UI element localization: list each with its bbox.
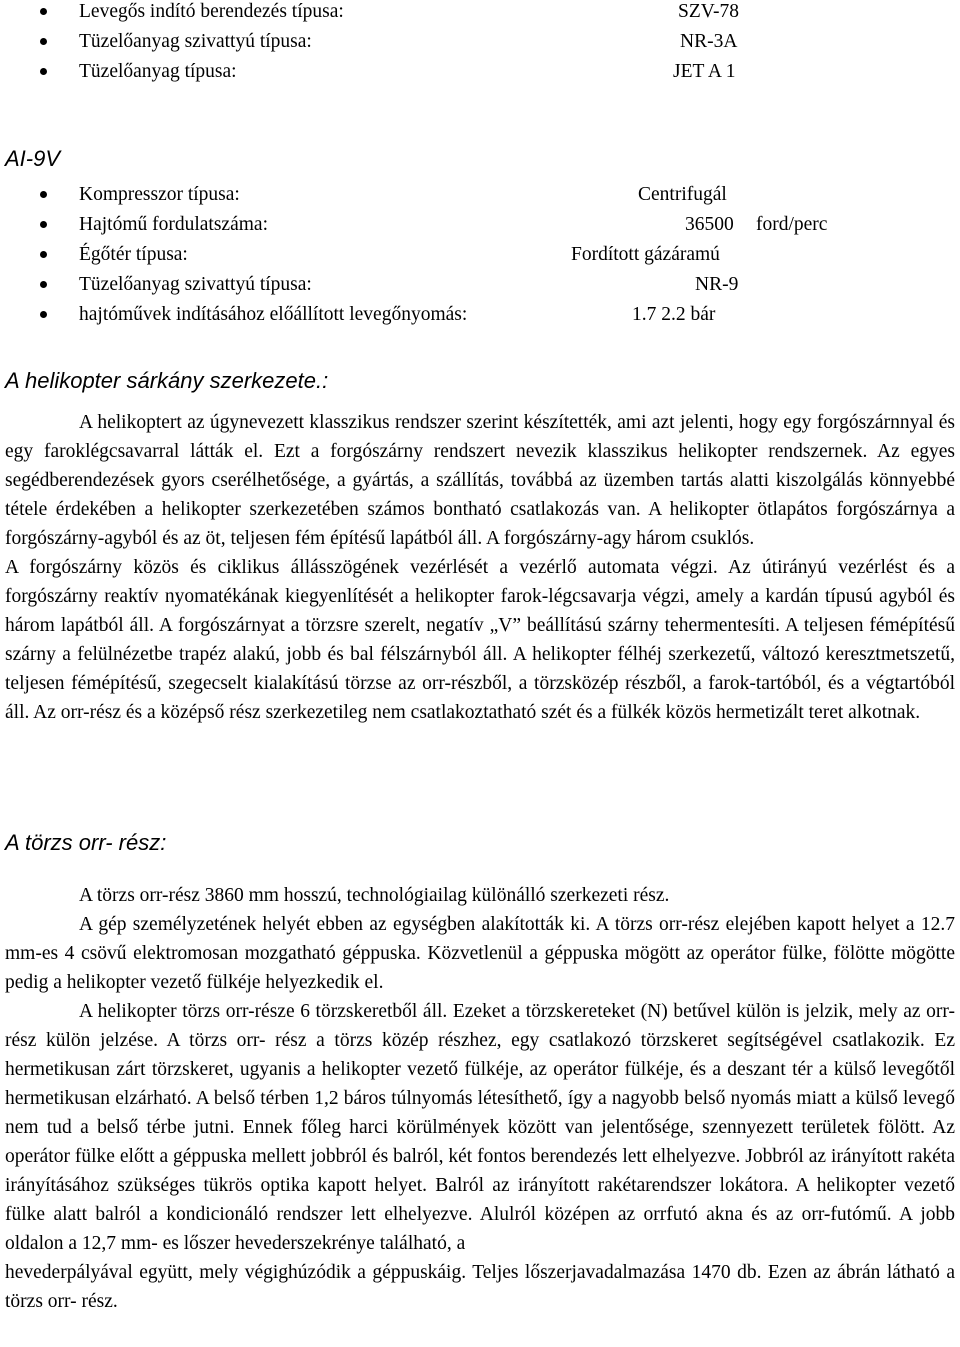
bullet-icon [40, 251, 47, 258]
spec-value: 1.7 2.2 bár [632, 304, 716, 325]
bullet-icon [40, 281, 47, 288]
list-item [0, 0, 960, 27]
bullet-icon [40, 38, 47, 45]
spec-label: Tüzelőanyag szivattyú típusa: [79, 31, 312, 52]
spec-label: hajtóművek indításához előállított levegőnyomás: [79, 304, 468, 325]
paragraph: A forgószárny közös és ciklikus állásszögének vezérlését a vezérlő automata végzi. Az útirányú vezérlést és a forgószárny reaktív nyomatékának kiegyenlítését a helikopter farok-légcsavarja végzi, amely a kardán típusú agyból és három lapátból áll. A forgószárnyat a törzsre szerelt, negatív „V” beállítású szárny tehermentesíti. A teljesen fémépítésű szárny a felülnézetbe trapéz alakú, jobb és bal félszárnyból áll. A helikopter félhéj szerkezetű, változó keresztmetszetű, teljesen fémépítésű, szegecselt kialakítású törzse az orr-részből, a törzsközép részből, a farok-tartóból, és a végtartóból áll. Az orr-rész és a középső rész szerkezetileg nem csatlakoztatható szét és a fülkék közös hermetizált teret alkotnak. [5, 557, 955, 723]
spec-label: Tüzelőanyag típusa: [79, 61, 237, 82]
spec-value: Centrifugál [638, 184, 727, 205]
spec-label: Hajtómű fordulatszáma: [79, 214, 268, 235]
list-item [0, 240, 960, 270]
ai9v-spec-list [0, 180, 960, 330]
list-item [0, 57, 960, 87]
spec-label: Tüzelőanyag szivattyú típusa: [79, 274, 312, 295]
bullet-icon [40, 68, 47, 75]
paragraph: hevederpályával együtt, mely végighúzódik a géppuskáig. Teljes lőszerjavadalmazása 1470 db. Ezen az ábrán látható a törzs orr- rész. [5, 1262, 955, 1312]
section-heading-structure: A helikopter sárkány szerkezete.: [5, 368, 329, 393]
list-item [0, 27, 960, 57]
bullet-icon [40, 311, 47, 318]
spec-value: Fordított gázáramú [571, 244, 720, 265]
list-item [0, 270, 960, 300]
paragraph: A törzs orr-rész 3860 mm hosszú, technológiailag különálló szerkezeti rész. [79, 885, 670, 906]
fuel-system-spec-list [0, 0, 960, 87]
spec-value: 36500 [685, 214, 734, 235]
paragraph: A helikopter törzs orr-része 6 törzskeretből áll. Ezeket a törzskereteket (N) betűvel külön is jelzik, mely az orr- rész külön jelzése. A törzs orr- rész a törzs közép részhez, egy csatlakozó törzskeret segítségével csatlakozik. Ez hermetikusan zárt törzskeret, ugyanis a helikopter vezető fülkéje, az operátor fülkéje, és a deszant tér a külső levegőtől hermetikusan elzárható. A belső térben 1,2 báros túlnyomás létesíthető, így a nagyobb belső nyomás miatt a külső levegő nem tud a belső térbe jutni. Ennek főleg harci körülmények között van jelentősége, szennyezett területek fölött. Az operátor fülke előtt a géppuska mellett jobbról és balról, két fontos berendezés lett elhelyezve. Jobbról az irányított rakéta irányításához szükséges tükrös optika kapott helyet. Balról az irányított rakétarendszer lokátora. A helikopter vezető fülke alatt balról a kondicionáló rendszer lett elhelyezve. Alulról középen az orrfutó akna és az orr-futómű. A jobb oldalon a 12,7 mm- es lőszer hevederszekrénye található, a [5, 1001, 955, 1254]
spec-label: Kompresszor típusa: [79, 184, 240, 205]
nose-text [5, 881, 955, 1316]
list-item [0, 300, 960, 330]
spec-value: JET A 1 [673, 61, 736, 82]
spec-label: Égőtér típusa: [79, 244, 188, 265]
spec-value: NR-9 [695, 274, 739, 295]
section-heading-ai9v: AI-9V [5, 146, 61, 171]
spec-unit: ford/perc [756, 214, 828, 235]
bullet-icon [40, 221, 47, 228]
list-item [0, 210, 960, 240]
spec-value: NR-3A [680, 31, 738, 52]
structure-text [5, 408, 955, 727]
bullet-icon [40, 191, 47, 198]
spec-label: Levegős indító berendezés típusa: [79, 1, 344, 22]
spec-value: SZV-78 [678, 1, 740, 22]
paragraph: A gép személyzetének helyét ebben az egységben alakították ki. A törzs orr-rész elejében kapott helyet a 12.7 mm-es 4 csövű elektromosan mozgatható géppuska. Közvetlenül a géppuska mögött az operátor fülke, fölötte mögötte pedig a helikopter vezető fülkéje helyezkedik el. [5, 914, 955, 993]
paragraph: A helikoptert az úgynevezett klasszikus rendszer szerint készítették, ami azt jelenti, hogy egy forgószárnnyal és egy faroklégcsavarral látták el. Ezt a forgószárny rendszert nevezik klasszikus helikopter rendszernek. Az egyes segédberendezések gyors cserélhetősége, a gyártás, a szállítás, továbbá az üzemben tartás alatti kiszolgálás könnyebbé tétele érdekében a helikopter szerkezetében számos bontható csatlakozás van. A helikopter ötlapátos forgószárnya a forgószárny-agyból és az öt, teljesen fém építésű lapátból áll. A forgószárny-agy három csuklós. [5, 412, 955, 549]
list-item [0, 180, 960, 210]
bullet-icon [40, 8, 47, 15]
section-heading-nose: A törzs orr- rész: [5, 830, 167, 855]
